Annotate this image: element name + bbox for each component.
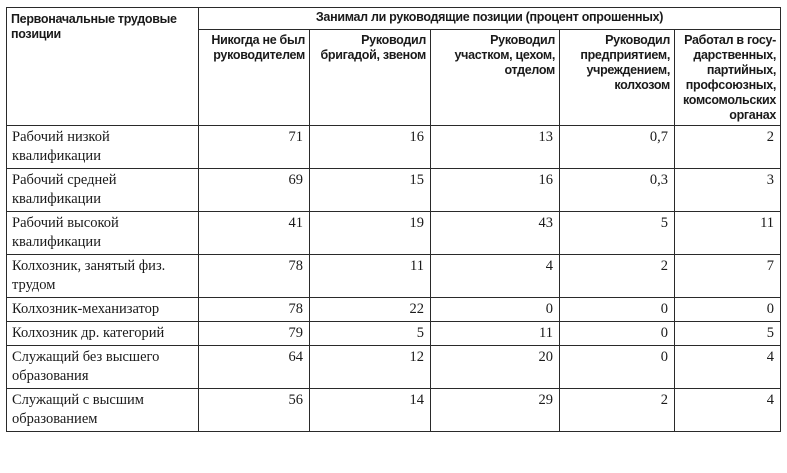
row-label: Колхозник, занятый физ. трудом [7, 255, 199, 298]
cell-value: 4 [431, 255, 560, 298]
cell-value: 15 [310, 169, 431, 212]
row-label: Колхозник-механизатор [7, 298, 199, 322]
cell-value: 16 [310, 126, 431, 169]
cell-value: 5 [310, 322, 431, 346]
cell-value: 4 [675, 389, 781, 432]
cell-value: 0 [560, 298, 675, 322]
table-row [7, 322, 781, 346]
row-label: Колхозник др. категорий [7, 322, 199, 346]
cell-value: 11 [675, 212, 781, 255]
table-row [7, 212, 781, 255]
header-leadership-group: Занимал ли руководящие позиции (процент опрошенных) [199, 8, 781, 30]
header-state-bodies: Работал в госу- дарственных, партийных, профсоюзных, комсомольских органах [675, 30, 781, 126]
cell-value: 2 [560, 255, 675, 298]
cell-value: 2 [675, 126, 781, 169]
cell-value: 14 [310, 389, 431, 432]
cell-value: 12 [310, 346, 431, 389]
cell-value: 0 [675, 298, 781, 322]
cell-value: 43 [431, 212, 560, 255]
cell-value: 78 [199, 255, 310, 298]
row-label: Рабочий средней квалификации [7, 169, 199, 212]
cell-value: 78 [199, 298, 310, 322]
row-label: Служащий без высшего образования [7, 346, 199, 389]
cell-value: 56 [199, 389, 310, 432]
cell-value: 19 [310, 212, 431, 255]
cell-value: 5 [560, 212, 675, 255]
cell-value: 29 [431, 389, 560, 432]
cell-value: 0,3 [560, 169, 675, 212]
cell-value: 0 [560, 322, 675, 346]
header-brigade-leader: Руководил бригадой, звеном [310, 30, 431, 126]
cell-value: 16 [431, 169, 560, 212]
cell-value: 69 [199, 169, 310, 212]
table-row [7, 298, 781, 322]
cell-value: 4 [675, 346, 781, 389]
table-row [7, 389, 781, 432]
cell-value: 64 [199, 346, 310, 389]
cell-value: 2 [560, 389, 675, 432]
row-label: Рабочий высокой квалификации [7, 212, 199, 255]
header-section-leader: Руководил участком, цехом, отделом [431, 30, 560, 126]
career-table [6, 7, 781, 432]
header-enterprise-leader: Руководил предприятием, учреждением, колхозом [560, 30, 675, 126]
cell-value: 22 [310, 298, 431, 322]
cell-value: 0,7 [560, 126, 675, 169]
cell-value: 41 [199, 212, 310, 255]
cell-value: 11 [431, 322, 560, 346]
cell-value: 5 [675, 322, 781, 346]
cell-value: 0 [560, 346, 675, 389]
table-row [7, 346, 781, 389]
cell-value: 11 [310, 255, 431, 298]
cell-value: 20 [431, 346, 560, 389]
cell-value: 7 [675, 255, 781, 298]
table-row [7, 126, 781, 169]
table-row [7, 169, 781, 212]
table-row [7, 255, 781, 298]
cell-value: 79 [199, 322, 310, 346]
row-label: Служащий с высшим образованием [7, 389, 199, 432]
cell-value: 13 [431, 126, 560, 169]
header-initial-positions: Первоначальные трудовые позиции [7, 8, 199, 126]
row-label: Рабочий низкой квалификации [7, 126, 199, 169]
cell-value: 71 [199, 126, 310, 169]
header-never-leader: Никогда не был руководителем [199, 30, 310, 126]
cell-value: 3 [675, 169, 781, 212]
cell-value: 0 [431, 298, 560, 322]
